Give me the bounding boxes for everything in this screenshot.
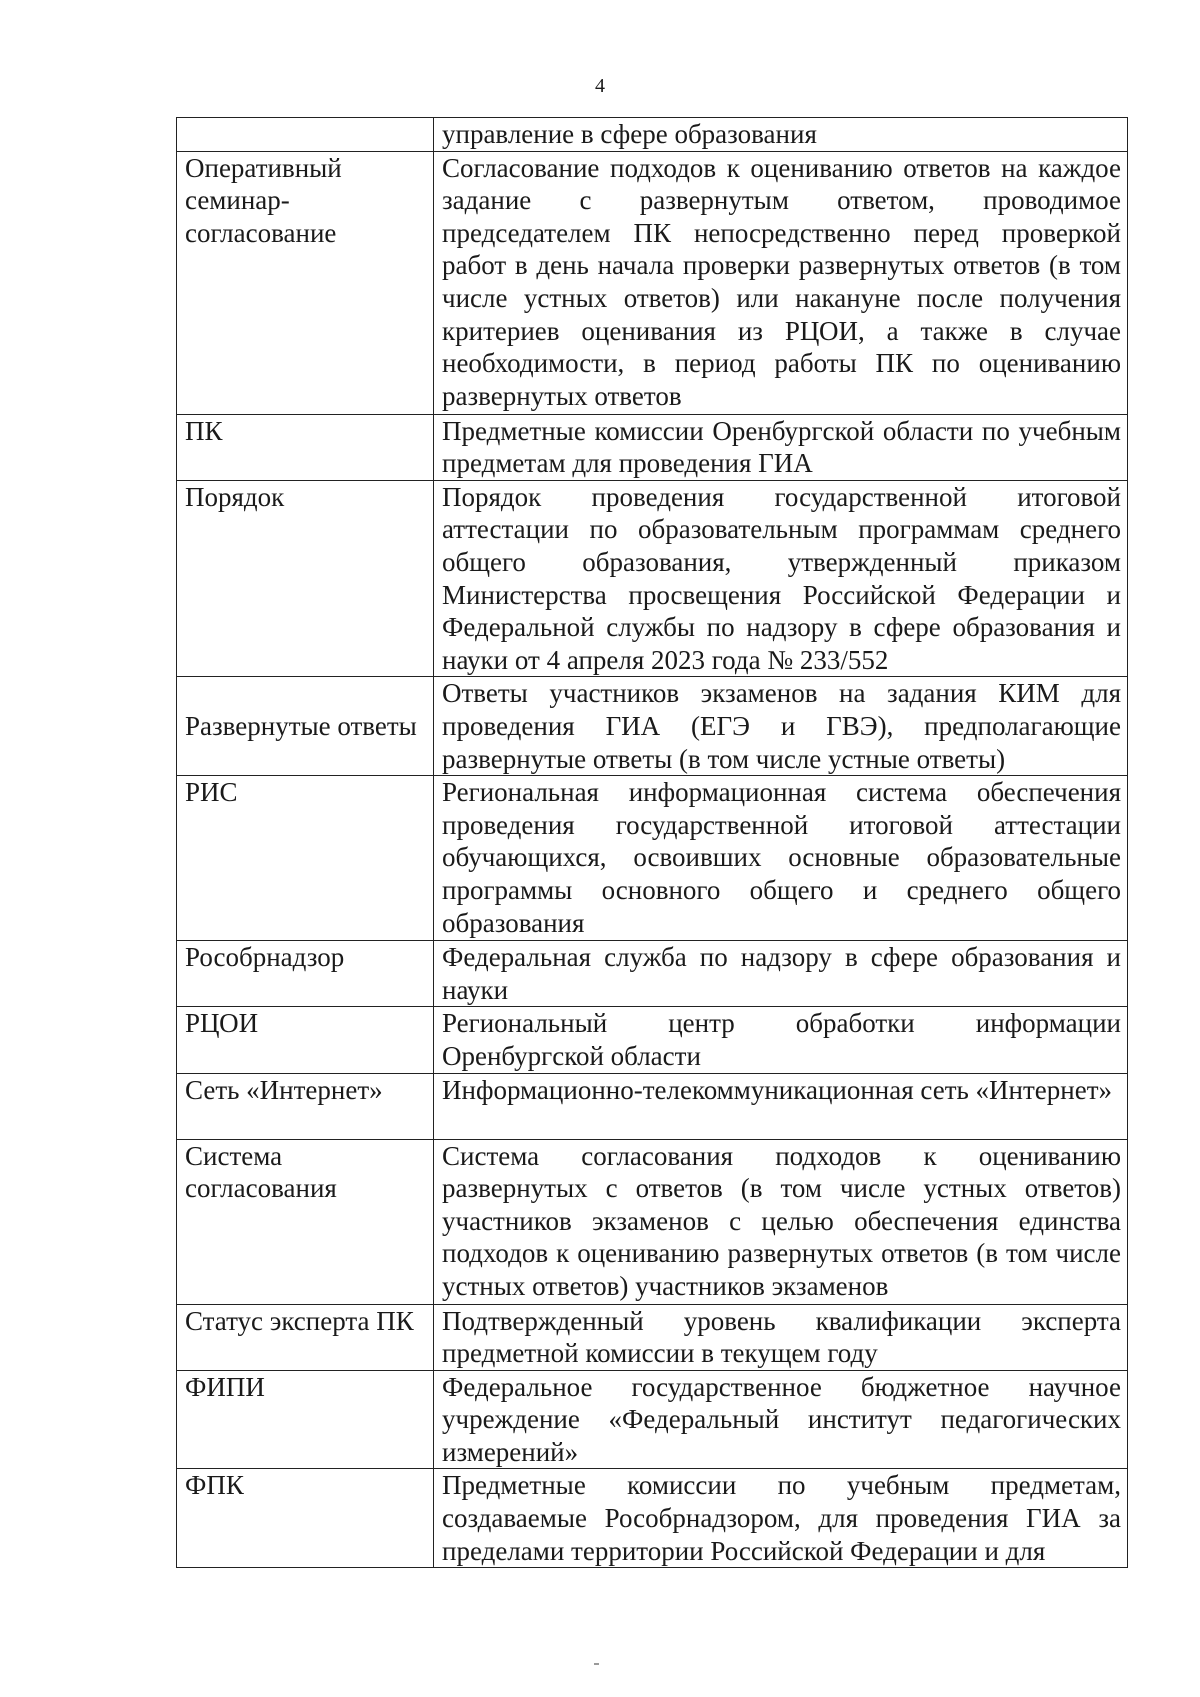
table-row bbox=[177, 776, 1128, 941]
term-cell: ПК bbox=[177, 414, 434, 480]
definition-cell: Согласование подходов к оцениванию ответов на каждое задание с развернутым ответом, проводимое председателем ПК непосредственно перед проверкой работ в день начала проверки развернутых ответов (в том числе устных ответов) или накануне после получения критериев оценивания из РЦОИ, а также в случае необходимости, в период работы ПК по оцениванию развернутых ответов bbox=[434, 151, 1128, 414]
table-row bbox=[177, 1304, 1128, 1370]
definition-cell: Региональный центр обработки информации Оренбургской области bbox=[434, 1007, 1128, 1073]
definition-cell: Ответы участников экзаменов на задания КИМ для проведения ГИА (ЕГЭ и ГВЭ), предполагающие развернутые ответы (в том числе устные ответы) bbox=[434, 677, 1128, 776]
page-number: 4 bbox=[595, 75, 605, 97]
definition-cell: Информационно-телекоммуникационная сеть «Интернет» bbox=[434, 1073, 1128, 1139]
table-row bbox=[177, 414, 1128, 480]
term-cell: Рособрнадзор bbox=[177, 941, 434, 1007]
table-row bbox=[177, 118, 1128, 152]
scan-speck bbox=[594, 1663, 599, 1665]
term-cell: Развернутые ответы bbox=[177, 677, 434, 776]
table-row bbox=[177, 1370, 1128, 1469]
term-cell: Порядок bbox=[177, 480, 434, 677]
abbreviations-table bbox=[176, 117, 1128, 1568]
definition-cell: Федеральное государственное бюджетное научное учреждение «Федеральный институт педагогических измерений» bbox=[434, 1370, 1128, 1469]
term-cell: ФПК bbox=[177, 1469, 434, 1568]
table-row bbox=[177, 1139, 1128, 1304]
table-row bbox=[177, 1469, 1128, 1568]
definition-cell: Предметные комиссии по учебным предметам, создаваемые Рособрнадзором, для проведения ГИА за пределами территории Российской Федерации и для bbox=[434, 1469, 1128, 1568]
table-row bbox=[177, 941, 1128, 1007]
term-cell: Сеть «Интернет» bbox=[177, 1073, 434, 1139]
table-row bbox=[177, 151, 1128, 414]
definition-cell: Подтвержденный уровень квалификации эксперта предметной комиссии в текущем году bbox=[434, 1304, 1128, 1370]
table-row bbox=[177, 480, 1128, 677]
definition-cell: Федеральная служба по надзору в сфере образования и науки bbox=[434, 941, 1128, 1007]
definition-cell: Система согласования подходов к оцениванию развернутых с ответов (в том числе устных ответов) участников экзаменов с целью обеспечения единства подходов к оцениванию развернутых ответов (в том числе устных ответов) участников экзаменов bbox=[434, 1139, 1128, 1304]
table-row bbox=[177, 1007, 1128, 1073]
term-cell: РИС bbox=[177, 776, 434, 941]
term-cell: Оперативный семинар-согласование bbox=[177, 151, 434, 414]
term-cell: Система согласования bbox=[177, 1139, 434, 1304]
term-cell: Статус эксперта ПК bbox=[177, 1304, 434, 1370]
table-row bbox=[177, 1073, 1128, 1139]
term-cell: ФИПИ bbox=[177, 1370, 434, 1469]
table-row bbox=[177, 677, 1128, 776]
term-cell bbox=[177, 118, 434, 152]
term-cell: РЦОИ bbox=[177, 1007, 434, 1073]
definition-cell: Предметные комиссии Оренбургской области по учебным предметам для проведения ГИА bbox=[434, 414, 1128, 480]
definition-cell: управление в сфере образования bbox=[434, 118, 1128, 152]
definition-cell: Порядок проведения государственной итоговой аттестации по образовательным программам среднего общего образования, утвержденный приказом Министерства просвещения Российской Федерации и Федеральной службы по надзору в сфере образования и науки от 4 апреля 2023 года № 233/552 bbox=[434, 480, 1128, 677]
definition-cell: Региональная информационная система обеспечения проведения государственной итоговой аттестации обучающихся, освоивших основные образовательные программы основного общего и среднего общего образования bbox=[434, 776, 1128, 941]
